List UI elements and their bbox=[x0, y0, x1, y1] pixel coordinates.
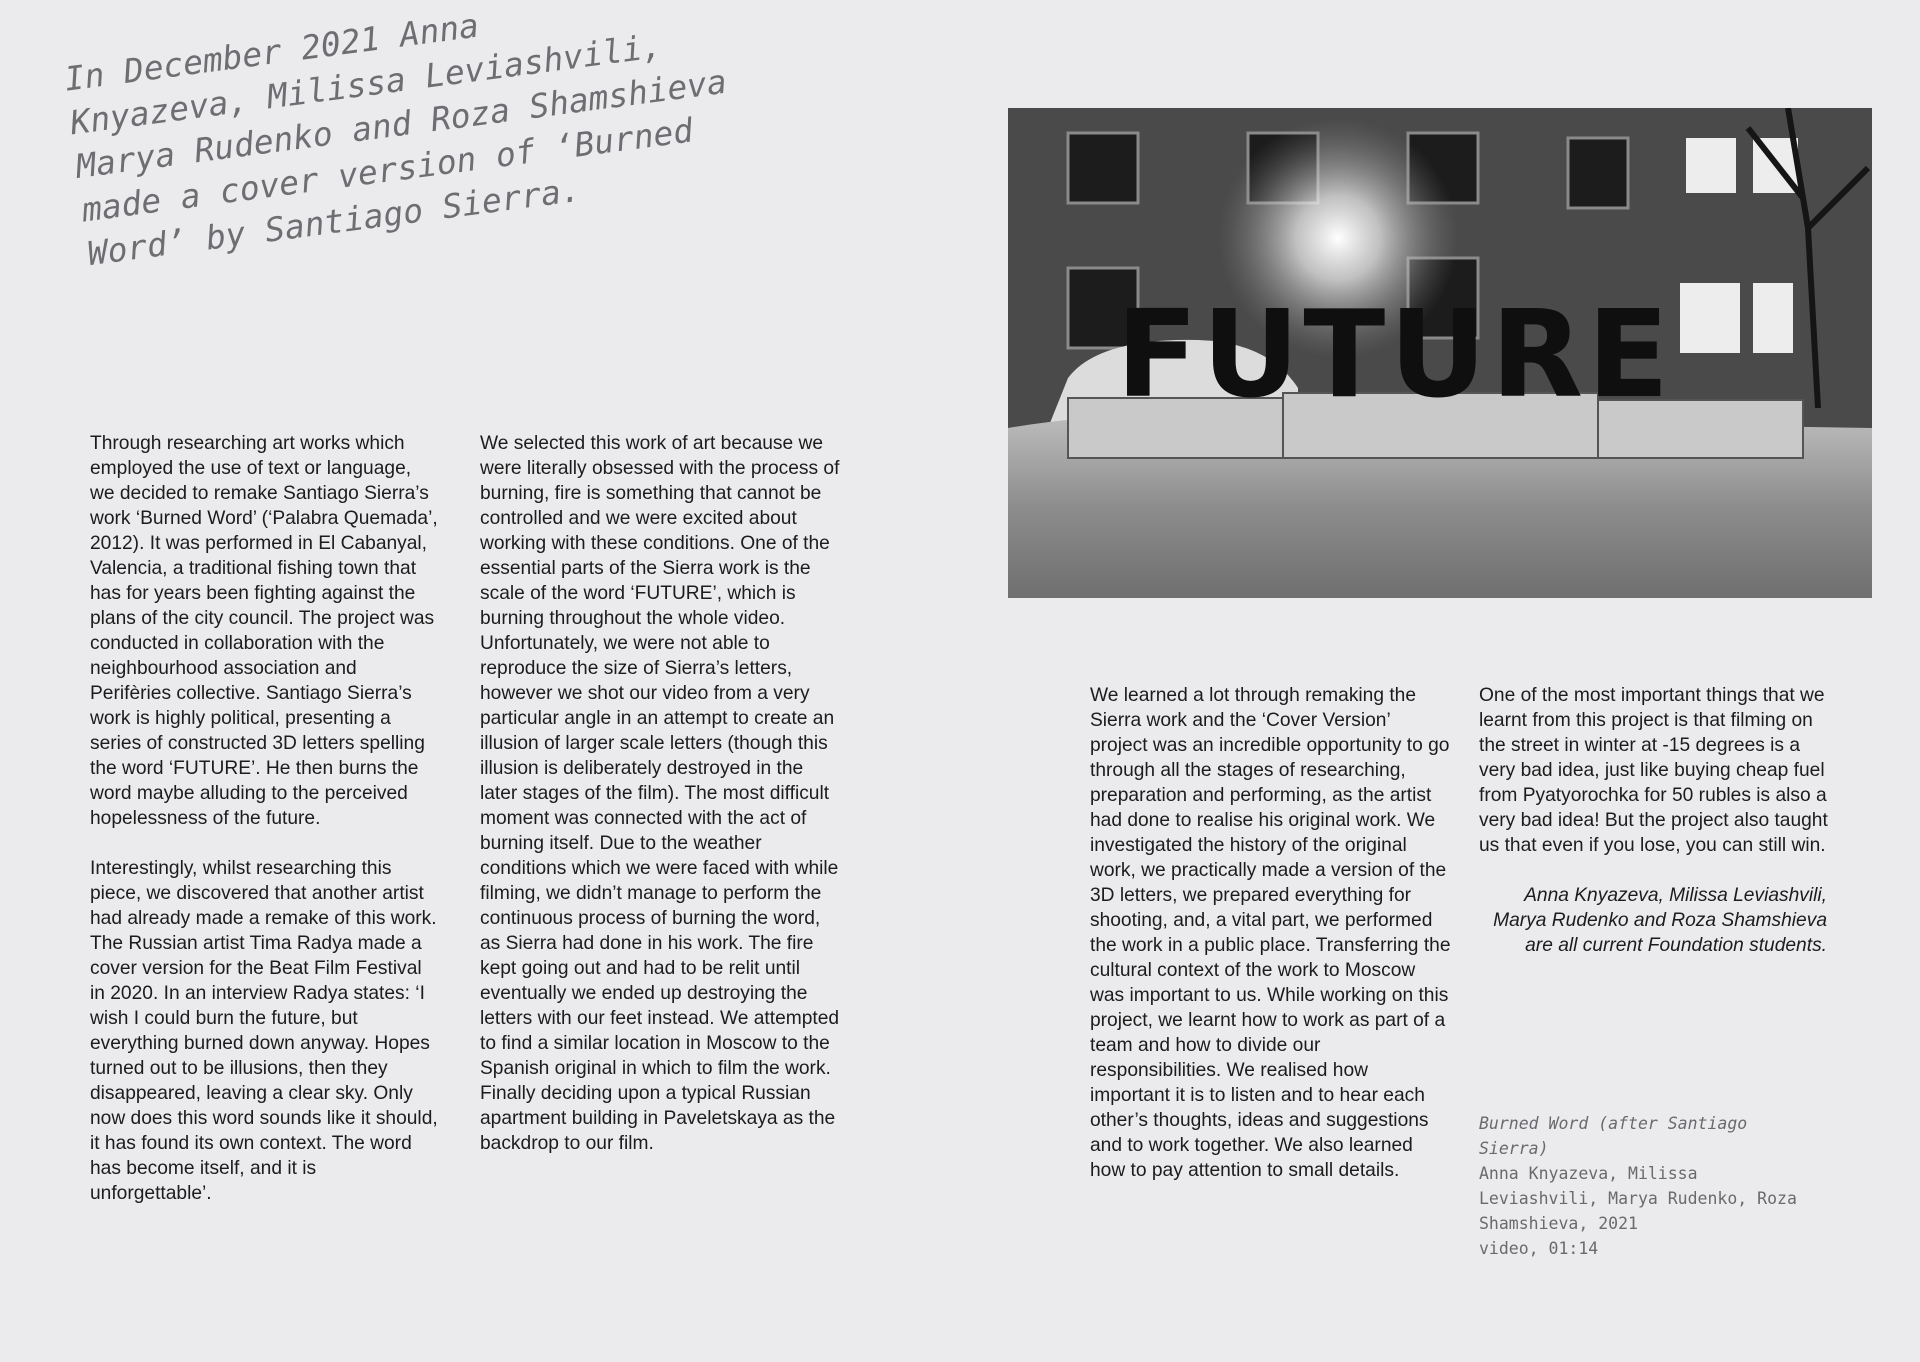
paragraph: One of the most important things that we learnt from this project is that filming on the street in winter at -15 degrees is a very bad idea, just like buying cheap fuel from Pyatyorochka for 50 rubles is also a very bad idea! But the project also taught us that even if you lose, you can still win. bbox=[1479, 685, 1828, 856]
work-caption bbox=[1479, 1111, 1809, 1261]
article-headline: In December 2021 Anna Knyazeva, Milissa Leviashvili, Marya Rudenko and Roza Shamshieva made a cover version of ‘Burned Word’ by Santiago Sierra. bbox=[62, 5, 729, 274]
paragraph: We selected this work of art because we were literally obsessed with the process of burning, fire is something that cannot be controlled and we were excited about working with these conditions. One of the essential parts of the Sierra work is the scale of the word ‘FUTURE’, which is burning throughout the whole video. Unfortunately, we were not able to reproduce the size of Sierra’s letters, however we shot our video from a very particular angle in an attempt to create an illusion of larger scale letters (though this illusion is deliberately destroyed in the later stages of the film). The most difficult moment was connected with the act of burning itself. Due to the weather conditions which we were faced with while filming, we didn’t manage to perform the continuous process of burning the word, as Sierra had done in his work. The fire kept going out and had to be relit until eventually we ended up destroying the letters with our feet instead. We attempted to find a similar location in Moscow to the Spanish original in which to film the work. Finally deciding upon a typical Russian apartment building in Paveletskaya as the backdrop to our film. bbox=[480, 433, 840, 1154]
paragraph: Interestingly, whilst researching this piece, we discovered that another artist had already made a remake of this work. The Russian artist Tima Radya made a cover version for the Beat Film Festival in 2020. In an interview Radya states: ‘I wish I could burn the future, but everything burned down anyway. Hopes turned out to be illusions, then they disappeared, leaving a clear sky. Only now does this word sounds like it should, it has found its own context. The word has become itself, and it is unforgettable’. bbox=[90, 858, 438, 1204]
article-column-4 bbox=[1479, 683, 1839, 958]
photo-illustration bbox=[1008, 108, 1872, 598]
author-credit: Anna Knyazeva, Milissa Leviashvili, Marya Rudenko and Roza Shamshieva are all current Foundation students. bbox=[1493, 885, 1827, 956]
caption-artists: Anna Knyazeva, Milissa Leviashvili, Marya Rudenko, Roza Shamshieva, 2021 bbox=[1479, 1164, 1797, 1233]
caption-medium: video, 01:14 bbox=[1479, 1239, 1599, 1258]
future-sign-photo bbox=[1008, 108, 1872, 598]
article-column-2 bbox=[480, 431, 840, 1156]
article-column-1 bbox=[90, 431, 440, 1206]
paragraph: We learned a lot through remaking the Sierra work and the ‘Cover Version’ project was an incredible opportunity to go through all the stages of researching, preparation and performing, as the artist had done to realise his original work. We investigated the history of the original work, we practically made a version of the 3D letters, we prepared everything for shooting, and, a vital part, we performed the work in a public place. Transferring the cultural context of the work to Moscow was important to us. While working on this project, we learnt how to work as part of a team and how to divide our responsibilities. We realised how important it is to listen and to hear each other’s thoughts, ideas and suggestions and to work together. We also learned how to pay attention to small details. bbox=[1090, 685, 1451, 1181]
caption-work-title: Burned Word (after Santiago Sierra) bbox=[1479, 1114, 1748, 1158]
future-sign-letters: FUTURE bbox=[1116, 286, 1674, 425]
article-column-3 bbox=[1090, 683, 1452, 1183]
paragraph: Through researching art works which employed the use of text or language, we decided to remake Santiago Sierra’s work ‘Burned Word’ (‘Palabra Quemada’, 2012). It was performed in El Cabanyal, Valencia, a traditional fishing town that has for years been fighting against the plans of the city council. The project was conducted in collaboration with the neighbourhood association and Perifèries collective. Santiago Sierra’s work is highly political, presenting a series of constructed 3D letters spelling the word ‘FUTURE’. He then burns the word maybe alluding to the perceived hopelessness of the future. bbox=[90, 433, 438, 829]
